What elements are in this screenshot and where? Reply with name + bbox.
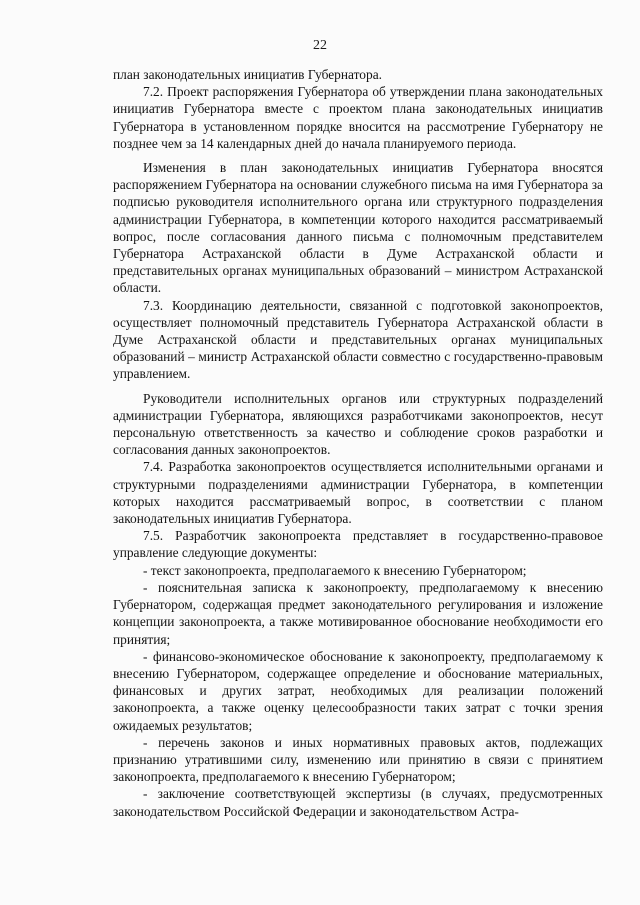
paragraph-7-4: 7.4. Разработка законопроектов осуществляется исполнительными органами и структурными подразделениями администрации Губернатора, в компетенции которых находится рассматриваемый вопрос, в соответствии с планом законодательных инициатив Губернатора. xyxy=(113,459,603,527)
paragraph-plan-changes: Изменения в план законодательных инициатив Губернатора вносятся распоряжением Губернатора на основании служебного письма на имя Губернатора за подписью руководителя исполнительного органа или структурного подразделения администрации Губернатора, в компетенции которого находится рассматриваемый вопрос, после согласования данного письма с полномочным представителем Губернатора Астраханской области в Думе Астраханской области и представительных органах муниципальных образований – министром Астраханской области. xyxy=(113,160,603,296)
list-item-bill-text: - текст законопроекта, предполагаемого к внесению Губернатором; xyxy=(143,562,527,578)
paragraph-continuation: план законодательных инициатив Губернатора. xyxy=(113,67,382,82)
list-item-laws-list: - перечень законов и иных нормативных правовых актов, подлежащих признанию утратившими силу, изменению или принятию в связи с принятием законопроекта, предполагаемого к внесению Губернатором; xyxy=(113,734,603,785)
list-item-explanatory-note: - пояснительная записка к законопроекту, предполагаемому к внесению Губернатором, содержащая предмет законодательного регулирования и изложение концепции законопроекта, а также мотивированное обоснование необходимости его принятия; xyxy=(113,579,603,647)
list-item-expert-conclusion: - заключение соответствующей экспертизы (в случаях, предусмотренных законодательством Российской Федерации и законодательством Астра- xyxy=(113,786,603,819)
paragraph-7-3: 7.3. Координацию деятельности, связанной с подготовкой законопроектов, осуществляет полномочный представитель Губернатора Астраханской области в Думе Астраханской области и представительных органах муниципальных образований – министр Астраханской области совместно с государственно-правовым управлением. xyxy=(113,297,603,382)
list-item-financial-justification: - финансово-экономическое обоснование к законопроекту, предполагаемому к внесению Губернатором, содержащее определение и обоснование материальных, финансовых и других затрат, необходимых для реализации положений законопроекта, а также оценку целесообразности таких затрат с точки зрения ожидаемых результатов; xyxy=(113,648,603,733)
page-number: 22 xyxy=(313,38,327,53)
paragraph-7-2: 7.2. Проект распоряжения Губернатора об утверждении плана законодательных инициатив Губернатора вместе с проектом плана законодательных инициатив Губернатора в установленном порядке вносится на рассмотрение Губернатору не позднее чем за 14 календарных дней до начала планируемого периода. xyxy=(113,84,603,151)
paragraph-7-5: 7.5. Разработчик законопроекта представляет в государственно-правовое управление следующие документы: xyxy=(113,528,603,561)
paragraph-responsibility: Руководители исполнительных органов или структурных подразделений администрации Губернатора, являющихся разработчиками законопроектов, несут персональную ответственность за качество и соблюдение сроков разработки и согласования данных законопроектов. xyxy=(113,390,603,458)
document-body xyxy=(113,66,603,820)
